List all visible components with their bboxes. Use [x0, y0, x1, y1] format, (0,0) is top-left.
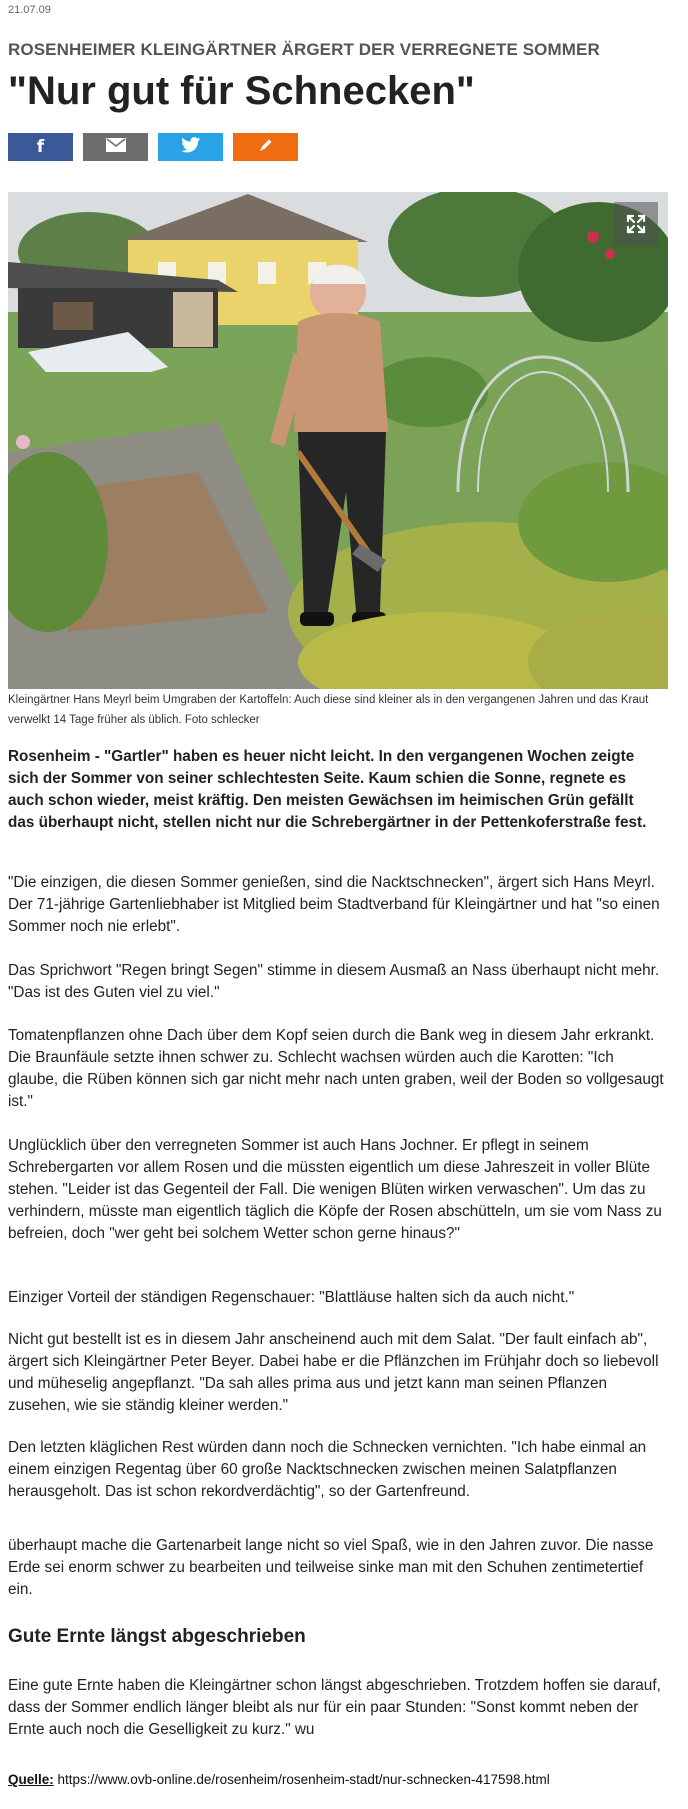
- envelope-icon: [106, 138, 126, 156]
- expand-icon: [625, 213, 647, 235]
- source-url[interactable]: https://www.ovb-online.de/rosenheim/rosenheim-stadt/nur-schnecken-417598.html: [57, 1772, 550, 1787]
- pencil-icon: [258, 137, 274, 157]
- article-lead: Rosenheim - "Gartler" haben es heuer nicht leicht. In den vergangenen Wochen zeigte sich der Sommer von seiner schlechtesten Seite. Kaum schien die Sonne, regnete es auch schon wieder, meist kräftig. Den meisten Gewächsen im heimischen Grün gefällt das überhaupt nicht, stellen nicht nur die Schrebergärtner in der Pettenkoferstraße fest.: [8, 748, 647, 831]
- article-date: 21.07.09: [8, 4, 51, 16]
- expand-photo-button[interactable]: [614, 202, 658, 246]
- article-paragraph-5: Einziger Vorteil der ständigen Regenschauer: "Blattläuse halten sich da auch nicht.": [8, 1289, 575, 1306]
- article-paragraph-1: "Die einzigen, die diesen Sommer genießen, sind die Nacktschnecken", ärgert sich Hans Meyrl. Der 71-jährige Gartenliebhaber ist Mitglied beim Stadtverband für Kleingärtner und hat "so einen Sommer noch nie erlebt".: [8, 874, 660, 935]
- article-photo: [8, 192, 668, 689]
- article-paragraph-7: Den letzten kläglichen Rest würden dann noch die Schnecken vernichten. "Ich habe einmal an einem einzigen Regentag über 60 große Nacktschnecken zwischen meinen Salatpflanzen herausgeholt. Das ist schon rekordverdächtig", so der Gartenfreund.: [8, 1439, 647, 1500]
- article-paragraph-4: Unglücklich über den verregneten Sommer ist auch Hans Jochner. Er pflegt in seinem Schrebergarten vor allem Rosen und die müssten eigentlich um diese Jahreszeit in voller Blüte stehen. "Leider ist das Gegenteil der Fall. Die wenigen Blüten wirken verwaschen". Um das zu verhindern, müsste man eigentlich täglich die Köpfe der Rosen abschütteln, um sie vom Nass zu befreien, doch "wer geht bei solchem Wetter schon gerne hinaus?": [8, 1137, 662, 1242]
- article-kicker: ROSENHEIMER KLEINGÄRTNER ÄRGERT DER VERREGNETE SOMMER: [8, 40, 600, 59]
- share-twitter-button[interactable]: [158, 133, 223, 161]
- article-paragraph-6: Nicht gut bestellt ist es in diesem Jahr anscheinend auch mit dem Salat. "Der fault einfach ab", ärgert sich Kleingärtner Peter Beyer. Dabei habe er die Pflänzchen im Frühjahr doch so liebevoll und müheselig angepflanzt. "Da sah alles prima aus und jetzt kann man seinen Pflanzen zusehen, wie sie ständig kleiner werden.": [8, 1331, 659, 1414]
- article-subhead: Gute Ernte längst abgeschrieben: [8, 1626, 306, 1647]
- garden-photo-illustration: [8, 192, 668, 689]
- article-paragraph-3: Tomatenpflanzen ohne Dach über dem Kopf seien durch die Bank weg in diesem Jahr erkrankt. Die Braunfäule setzte ihnen schwer zu. Schlecht wachsen würden auch die Karotten: "Ich glaube, die Rüben können sich gar nicht mehr nach unten graben, weil der Boden so vollgesaugt ist.": [8, 1027, 664, 1110]
- twitter-icon: [181, 137, 201, 157]
- photo-caption: Kleingärtner Hans Meyrl beim Umgraben der Kartoffeln: Auch diese sind kleiner als in den vergangenen Jahren und das Kraut verwelkt 14 Tage früher als üblich. Foto schlecker: [8, 694, 649, 726]
- article-paragraph-2: Das Sprichwort "Regen bringt Segen" stimme in diesem Ausmaß an Nass überhaupt nicht mehr. "Das ist des Guten viel zu viel.": [8, 962, 660, 1001]
- article-paragraph-8: überhaupt mache die Gartenarbeit lange nicht so viel Spaß, wie in den Jahren zuvor. Die nasse Erde sei enorm schwer zu bearbeiten und teilweise sinke man mit den Schuhen zentimetertief ein.: [8, 1537, 654, 1598]
- article-final-paragraph: Eine gute Ernte haben die Kleingärtner schon längst abgeschrieben. Trotzdem hoffen sie darauf, dass der Sommer endlich länger bleibt als nur für ein paar Stunden: "Sonst kommt neben der Ernte auch noch die Geselligkeit zu kurz." wu: [8, 1677, 661, 1738]
- share-email-button[interactable]: [83, 133, 148, 161]
- share-edit-button[interactable]: [233, 133, 298, 161]
- facebook-icon: f: [36, 136, 45, 157]
- source-line: [8, 1772, 550, 1787]
- share-facebook-button[interactable]: [8, 133, 73, 161]
- article-headline: "Nur gut für Schnecken": [8, 69, 475, 113]
- source-label: Quelle:: [8, 1772, 54, 1787]
